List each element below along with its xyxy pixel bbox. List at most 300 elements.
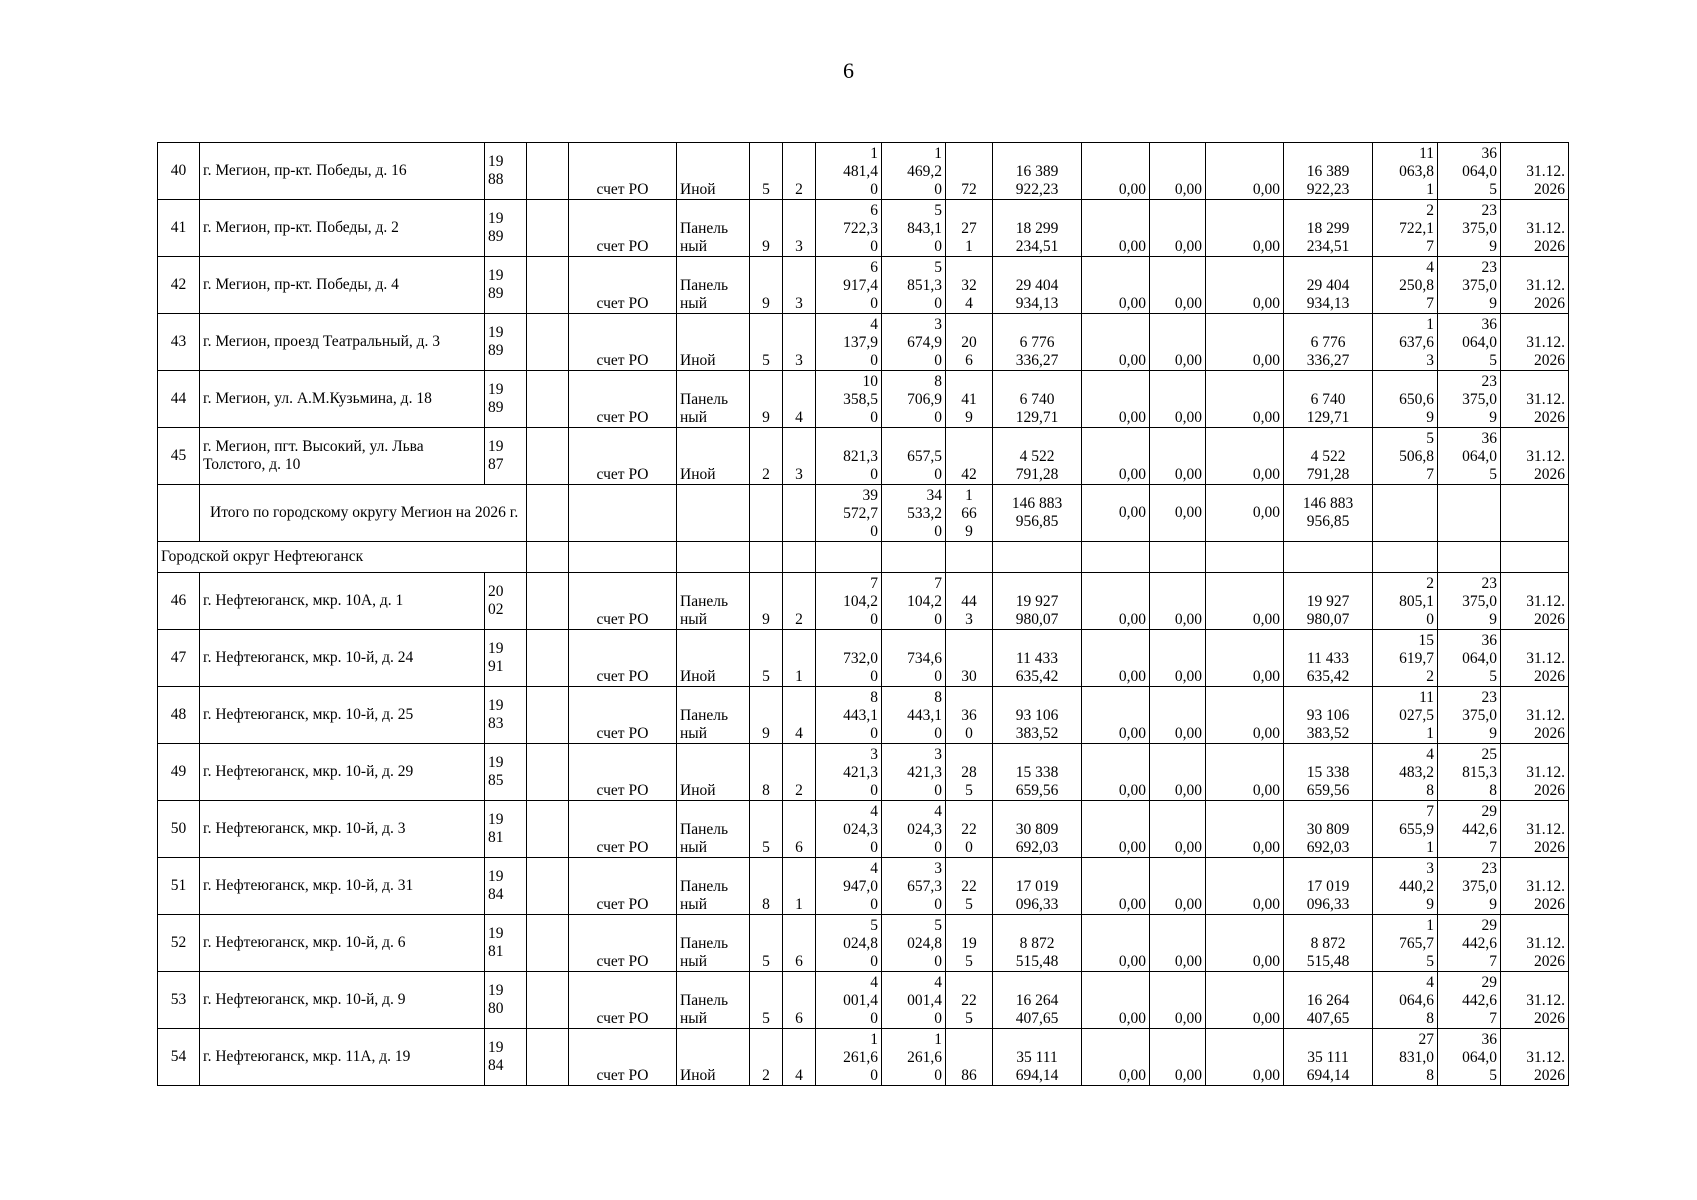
limit-cost-cell: [1438, 371, 1501, 428]
limit-cost-cell: [1438, 428, 1501, 485]
cell-line: 66: [961, 505, 977, 522]
deadline-cell: [1501, 801, 1569, 858]
cell-line: 5: [1426, 953, 1434, 970]
cell-line: Панель: [680, 277, 729, 294]
cell-line: 30 809: [1015, 821, 1059, 838]
cell-line: 657,5: [907, 448, 942, 465]
deadline-cell: [1501, 200, 1569, 257]
cell-line: 4: [870, 974, 878, 991]
row-number: 54: [158, 1029, 200, 1086]
cell-line: 1: [934, 1031, 942, 1048]
cell-line: 129,71: [1306, 409, 1350, 426]
cell-line: 81: [488, 829, 504, 846]
residents-cell: [946, 200, 993, 257]
living-area-cell: [882, 915, 946, 972]
cell-line: 815,3: [1462, 764, 1497, 781]
total-row: [158, 485, 1569, 542]
fund-cell-2: 0,00: [1150, 257, 1206, 314]
cell-line: 0: [934, 611, 942, 628]
floors-cell: 8: [750, 858, 783, 915]
residents-cell: [946, 573, 993, 630]
deadline-cell: [1501, 858, 1569, 915]
cost-per-m2-cell: [1373, 573, 1438, 630]
residents-cell: [946, 314, 993, 371]
cell-line: 16 264: [1306, 992, 1350, 1009]
total-area-cell: [816, 915, 882, 972]
cell-line: ный: [680, 409, 708, 426]
cell-line: 407,65: [1306, 1010, 1350, 1027]
fund-cell-3: 0,00: [1206, 801, 1284, 858]
empty-cell: [527, 485, 569, 542]
cell-line: 85: [488, 772, 504, 789]
cell-line: 11: [1419, 689, 1434, 706]
empty-cell: [1206, 542, 1284, 573]
cell-line: 375,0: [1462, 391, 1497, 408]
owner-funds-cell: [1284, 744, 1373, 801]
cell-line: ный: [680, 896, 708, 913]
cell-line: 20: [961, 334, 977, 351]
cost-cell: [993, 200, 1082, 257]
cell-line: 19: [488, 381, 504, 398]
total-area-cell: [816, 314, 882, 371]
fund-cell-2: 0,00: [1150, 687, 1206, 744]
address-cell: г. Нефтеюганск, мкр. 10-й, д. 24: [200, 630, 485, 687]
cell-line: 7: [1489, 1010, 1497, 1027]
cost-cell: [993, 314, 1082, 371]
cell-line: 18 299: [1015, 220, 1059, 237]
year-cell: [485, 428, 527, 485]
cost-cell: [993, 485, 1082, 542]
cell-line: 104,2: [907, 593, 942, 610]
fund-cell-3: 0,00: [1206, 972, 1284, 1029]
address-cell: г. Нефтеюганск, мкр. 10-й, д. 31: [200, 858, 485, 915]
cell-line: 5: [870, 917, 878, 934]
cell-line: 89: [488, 228, 504, 245]
cost-per-m2-cell: [1373, 314, 1438, 371]
cell-line: Панель: [680, 992, 729, 1009]
cell-line: 31.12.: [1526, 821, 1565, 838]
cell-line: 934,13: [1306, 295, 1350, 312]
floors-cell: 9: [750, 573, 783, 630]
cell-line: Иной: [680, 352, 716, 369]
cell-line: 0: [870, 782, 878, 799]
address-cell: г. Мегион, ул. А.М.Кузьмина, д. 18: [200, 371, 485, 428]
cell-line: 7: [1489, 953, 1497, 970]
cell-line: 11 433: [1015, 650, 1059, 667]
living-area-cell: [882, 257, 946, 314]
cell-line: 635,42: [1015, 668, 1059, 685]
cell-line: 0: [934, 466, 942, 483]
cell-line: 0: [870, 1010, 878, 1027]
wall-material-cell: [677, 744, 750, 801]
fund-cell-2: 0,00: [1150, 915, 1206, 972]
entrances-cell: 3: [783, 257, 816, 314]
cell-line: 481,4: [843, 163, 878, 180]
cell-line: Иной: [680, 668, 716, 685]
living-area-cell: [882, 200, 946, 257]
cell-line: 469,2: [907, 163, 942, 180]
wall-material-cell: [677, 371, 750, 428]
wall-material-cell: [677, 1029, 750, 1086]
year-cell: [485, 200, 527, 257]
cell-line: 0: [1426, 611, 1434, 628]
cell-line: 0: [870, 953, 878, 970]
entrances-cell: 1: [783, 858, 816, 915]
cell-line: 0: [870, 295, 878, 312]
cell-line: 83: [488, 715, 504, 732]
living-area-cell: [882, 314, 946, 371]
fund-cell-2: 0,00: [1150, 972, 1206, 1029]
fund-cell-1: 0,00: [1082, 1029, 1150, 1086]
table-row: [158, 972, 1569, 1029]
deadline-cell: [1501, 371, 1569, 428]
cell-line: 36: [961, 707, 977, 724]
year-cell: [485, 915, 527, 972]
entrances-cell: 3: [783, 314, 816, 371]
cell-line: 250,8: [1399, 277, 1434, 294]
cell-line: 93 106: [1306, 707, 1350, 724]
cell-line: 821,3: [843, 448, 878, 465]
cell-line: 659,56: [1015, 782, 1059, 799]
cell-line: 0: [934, 409, 942, 426]
cost-cell: [993, 858, 1082, 915]
cell-line: 483,2: [1399, 764, 1434, 781]
limit-cost-cell: [1438, 915, 1501, 972]
deadline-cell: [1501, 744, 1569, 801]
residents-cell: [946, 257, 993, 314]
row-number: 43: [158, 314, 200, 371]
cell-line: 19: [488, 811, 504, 828]
cell-line: 0: [870, 352, 878, 369]
cell-line: 655,9: [1399, 821, 1434, 838]
fund-cell-2: 0,00: [1150, 200, 1206, 257]
fund-source-cell: счет РО: [569, 744, 677, 801]
cell-line: 19: [488, 697, 504, 714]
cell-line: 692,03: [1306, 839, 1350, 856]
cell-line: 1: [1426, 725, 1434, 742]
cell-line: 4: [965, 295, 973, 312]
cell-line: 515,48: [1015, 953, 1059, 970]
cell-line: 36: [1481, 632, 1497, 649]
entrances-cell: 4: [783, 1029, 816, 1086]
entrances-cell: 6: [783, 801, 816, 858]
residents-cell: [946, 972, 993, 1029]
cell-line: 5: [965, 896, 973, 913]
cell-line: 5: [934, 917, 942, 934]
wall-material-cell: [677, 687, 750, 744]
cell-line: Иной: [680, 466, 716, 483]
cell-line: 734,6: [907, 650, 942, 667]
cell-line: 956,85: [1306, 513, 1350, 530]
cost-per-m2-cell: [1373, 801, 1438, 858]
wall-material-cell: [677, 200, 750, 257]
floors-cell: 8: [750, 744, 783, 801]
wall-material-cell: [677, 915, 750, 972]
living-area-cell: [882, 630, 946, 687]
cell-line: 23: [1481, 259, 1497, 276]
address-cell: г. Нефтеюганск, мкр. 10-й, д. 29: [200, 744, 485, 801]
cell-line: 001,4: [843, 992, 878, 1009]
year-cell: [485, 314, 527, 371]
cell-line: 442,6: [1462, 821, 1497, 838]
cell-line: 19: [488, 267, 504, 284]
empty-cell: [527, 143, 569, 200]
cell-line: 19 927: [1015, 593, 1059, 610]
floors-cell: 9: [750, 200, 783, 257]
total-area-cell: [816, 630, 882, 687]
cell-line: 1: [965, 487, 973, 504]
cell-line: 375,0: [1462, 220, 1497, 237]
cell-line: 657,3: [907, 878, 942, 895]
cell-line: 84: [488, 886, 504, 903]
cell-line: 5: [1426, 430, 1434, 447]
cell-line: 8: [870, 689, 878, 706]
cell-line: 2026: [1534, 238, 1565, 255]
cell-line: 6: [870, 259, 878, 276]
cell-line: 706,9: [907, 391, 942, 408]
living-area-cell: [882, 143, 946, 200]
cell-line: 19: [488, 640, 504, 657]
cell-line: 23: [1481, 373, 1497, 390]
cell-line: 0: [870, 181, 878, 198]
cell-line: 81: [488, 943, 504, 960]
row-number: 46: [158, 573, 200, 630]
fund-cell-3: 0,00: [1206, 200, 1284, 257]
fund-cell-1: 0,00: [1082, 801, 1150, 858]
cost-cell: [993, 972, 1082, 1029]
cell-line: 30 809: [1306, 821, 1350, 838]
entrances-cell: 6: [783, 915, 816, 972]
cell-line: 31.12.: [1526, 935, 1565, 952]
empty-cell: [527, 687, 569, 744]
cell-line: 5: [1489, 1067, 1497, 1084]
cell-line: 234,51: [1015, 238, 1059, 255]
wall-material-cell: [677, 858, 750, 915]
cell-line: 064,0: [1462, 448, 1497, 465]
cell-line: 4: [1426, 259, 1434, 276]
cell-line: 2026: [1534, 409, 1565, 426]
cell-line: 7: [870, 575, 878, 592]
cell-line: 375,0: [1462, 277, 1497, 294]
cell-line: 15 338: [1015, 764, 1059, 781]
empty-cell: [158, 485, 200, 542]
limit-cost-cell: [1438, 143, 1501, 200]
fund-cell-2: 0,00: [1150, 485, 1206, 542]
cell-line: 791,28: [1015, 466, 1059, 483]
cell-line: 1: [1426, 839, 1434, 856]
living-area-cell: [882, 801, 946, 858]
cell-line: 23: [1481, 575, 1497, 592]
fund-cell-3: 0,00: [1206, 915, 1284, 972]
fund-cell-1: 0,00: [1082, 744, 1150, 801]
cell-line: 024,3: [907, 821, 942, 838]
fund-cell-2: 0,00: [1150, 428, 1206, 485]
cell-line: 2026: [1534, 953, 1565, 970]
cost-per-m2-cell: [1373, 744, 1438, 801]
fund-cell-3: 0,00: [1206, 314, 1284, 371]
cell-line: 9: [1489, 896, 1497, 913]
cell-line: 86: [961, 1067, 977, 1084]
living-area-cell: [882, 485, 946, 542]
cell-line: 23: [1481, 202, 1497, 219]
cell-line: 31.12.: [1526, 163, 1565, 180]
cell-line: 9: [1426, 896, 1434, 913]
total-label: Итого по городскому округу Мегион на 2026 г.: [200, 485, 527, 542]
cell-line: ный: [680, 725, 708, 742]
cell-line: 7: [1426, 466, 1434, 483]
cell-line: ный: [680, 839, 708, 856]
cell-line: 0: [934, 352, 942, 369]
limit-cost-cell: [1438, 630, 1501, 687]
cost-per-m2-cell: [1373, 687, 1438, 744]
owner-funds-cell: [1284, 630, 1373, 687]
empty-cell: [527, 314, 569, 371]
cell-line: 18 299: [1306, 220, 1350, 237]
cell-line: 4: [870, 316, 878, 333]
cell-line: ный: [680, 238, 708, 255]
cell-line: 375,0: [1462, 593, 1497, 610]
cell-line: 129,71: [1015, 409, 1059, 426]
cell-line: 19: [488, 1039, 504, 1056]
cell-line: 31.12.: [1526, 448, 1565, 465]
cell-line: Иной: [680, 181, 716, 198]
cost-per-m2-cell: [1373, 858, 1438, 915]
living-area-cell: [882, 744, 946, 801]
fund-source-cell: счет РО: [569, 257, 677, 314]
total-area-cell: [816, 744, 882, 801]
year-cell: [485, 1029, 527, 1086]
fund-source-cell: счет РО: [569, 143, 677, 200]
cell-line: Иной: [680, 782, 716, 799]
cell-line: 9: [1489, 725, 1497, 742]
cell-line: 692,03: [1015, 839, 1059, 856]
cell-line: 34: [926, 487, 942, 504]
owner-funds-cell: [1284, 200, 1373, 257]
cell-line: 064,0: [1462, 650, 1497, 667]
wall-material-cell: [677, 143, 750, 200]
cell-line: 674,9: [907, 334, 942, 351]
cell-line: 805,1: [1399, 593, 1434, 610]
empty-cell: [882, 542, 946, 573]
cell-line: 4: [870, 860, 878, 877]
fund-cell-2: 0,00: [1150, 801, 1206, 858]
year-cell: [485, 687, 527, 744]
total-area-cell: [816, 1029, 882, 1086]
address-cell: г. Мегион, пр-кт. Победы, д. 16: [200, 143, 485, 200]
cell-line: 19: [961, 935, 977, 952]
cell-line: 17 019: [1306, 878, 1350, 895]
cell-line: 831,0: [1399, 1049, 1434, 1066]
cell-line: Панель: [680, 593, 729, 610]
cell-line: 8: [1426, 1067, 1434, 1084]
cell-line: 4: [934, 974, 942, 991]
floors-cell: 5: [750, 801, 783, 858]
living-area-cell: [882, 1029, 946, 1086]
cell-line: 4: [934, 803, 942, 820]
cell-line: 2026: [1534, 295, 1565, 312]
cost-per-m2-cell: [1373, 257, 1438, 314]
total-area-cell: [816, 428, 882, 485]
living-area-cell: [882, 858, 946, 915]
cell-line: 31.12.: [1526, 277, 1565, 294]
cell-line: 064,0: [1462, 334, 1497, 351]
owner-funds-cell: [1284, 314, 1373, 371]
cell-line: 31.12.: [1526, 707, 1565, 724]
cell-line: 024,8: [907, 935, 942, 952]
cell-line: 383,52: [1015, 725, 1059, 742]
cell-line: 956,85: [1015, 513, 1059, 530]
residents-cell: [946, 371, 993, 428]
cell-line: 31.12.: [1526, 593, 1565, 610]
deadline-cell: [1501, 630, 1569, 687]
cell-line: 515,48: [1306, 953, 1350, 970]
empty-cell: [1082, 542, 1150, 573]
cell-line: 442,6: [1462, 992, 1497, 1009]
cell-line: 732,0: [843, 650, 878, 667]
cell-line: Панель: [680, 878, 729, 895]
empty-cell: [527, 915, 569, 972]
living-area-cell: [882, 371, 946, 428]
cell-line: 87: [488, 456, 504, 473]
cell-line: 6 776: [1310, 334, 1346, 351]
fund-cell-1: 0,00: [1082, 573, 1150, 630]
cost-cell: [993, 687, 1082, 744]
cell-line: 1: [870, 1031, 878, 1048]
empty-cell: [946, 542, 993, 573]
cell-line: 88: [488, 171, 504, 188]
address-cell: г. Нефтеюганск, мкр. 10-й, д. 3: [200, 801, 485, 858]
cell-line: 0: [870, 238, 878, 255]
fund-source-cell: счет РО: [569, 972, 677, 1029]
fund-cell-1: 0,00: [1082, 858, 1150, 915]
cell-line: 19: [488, 868, 504, 885]
fund-source-cell: счет РО: [569, 1029, 677, 1086]
cost-per-m2-cell: [1373, 200, 1438, 257]
cell-line: 6 740: [1019, 391, 1055, 408]
wall-material-cell: [677, 801, 750, 858]
cell-line: 11 433: [1306, 650, 1350, 667]
cell-line: 31.12.: [1526, 1049, 1565, 1066]
limit-cost-cell: [1438, 573, 1501, 630]
total-area-cell: [816, 143, 882, 200]
cell-line: 0: [934, 295, 942, 312]
entrances-cell: 3: [783, 428, 816, 485]
table-row: [158, 371, 1569, 428]
cell-line: 843,1: [907, 220, 942, 237]
cell-line: 375,0: [1462, 707, 1497, 724]
row-number: 40: [158, 143, 200, 200]
cell-line: 8: [1426, 1010, 1434, 1027]
floors-cell: 5: [750, 314, 783, 371]
deadline-cell: [1501, 428, 1569, 485]
cell-line: 7: [1426, 803, 1434, 820]
fund-cell-1: 0,00: [1082, 687, 1150, 744]
cell-line: 20: [488, 583, 504, 600]
cell-line: 5: [1489, 668, 1497, 685]
cell-line: 2: [1426, 202, 1434, 219]
cell-line: 980,07: [1015, 611, 1059, 628]
cost-per-m2-cell: [1373, 371, 1438, 428]
cell-line: Панель: [680, 391, 729, 408]
cell-line: 27: [961, 220, 977, 237]
cost-cell: [993, 1029, 1082, 1086]
row-number: 51: [158, 858, 200, 915]
floors-cell: 2: [750, 428, 783, 485]
empty-cell: [527, 972, 569, 1029]
cell-line: 22: [961, 821, 977, 838]
cell-line: 3: [1426, 352, 1434, 369]
total-area-cell: [816, 371, 882, 428]
